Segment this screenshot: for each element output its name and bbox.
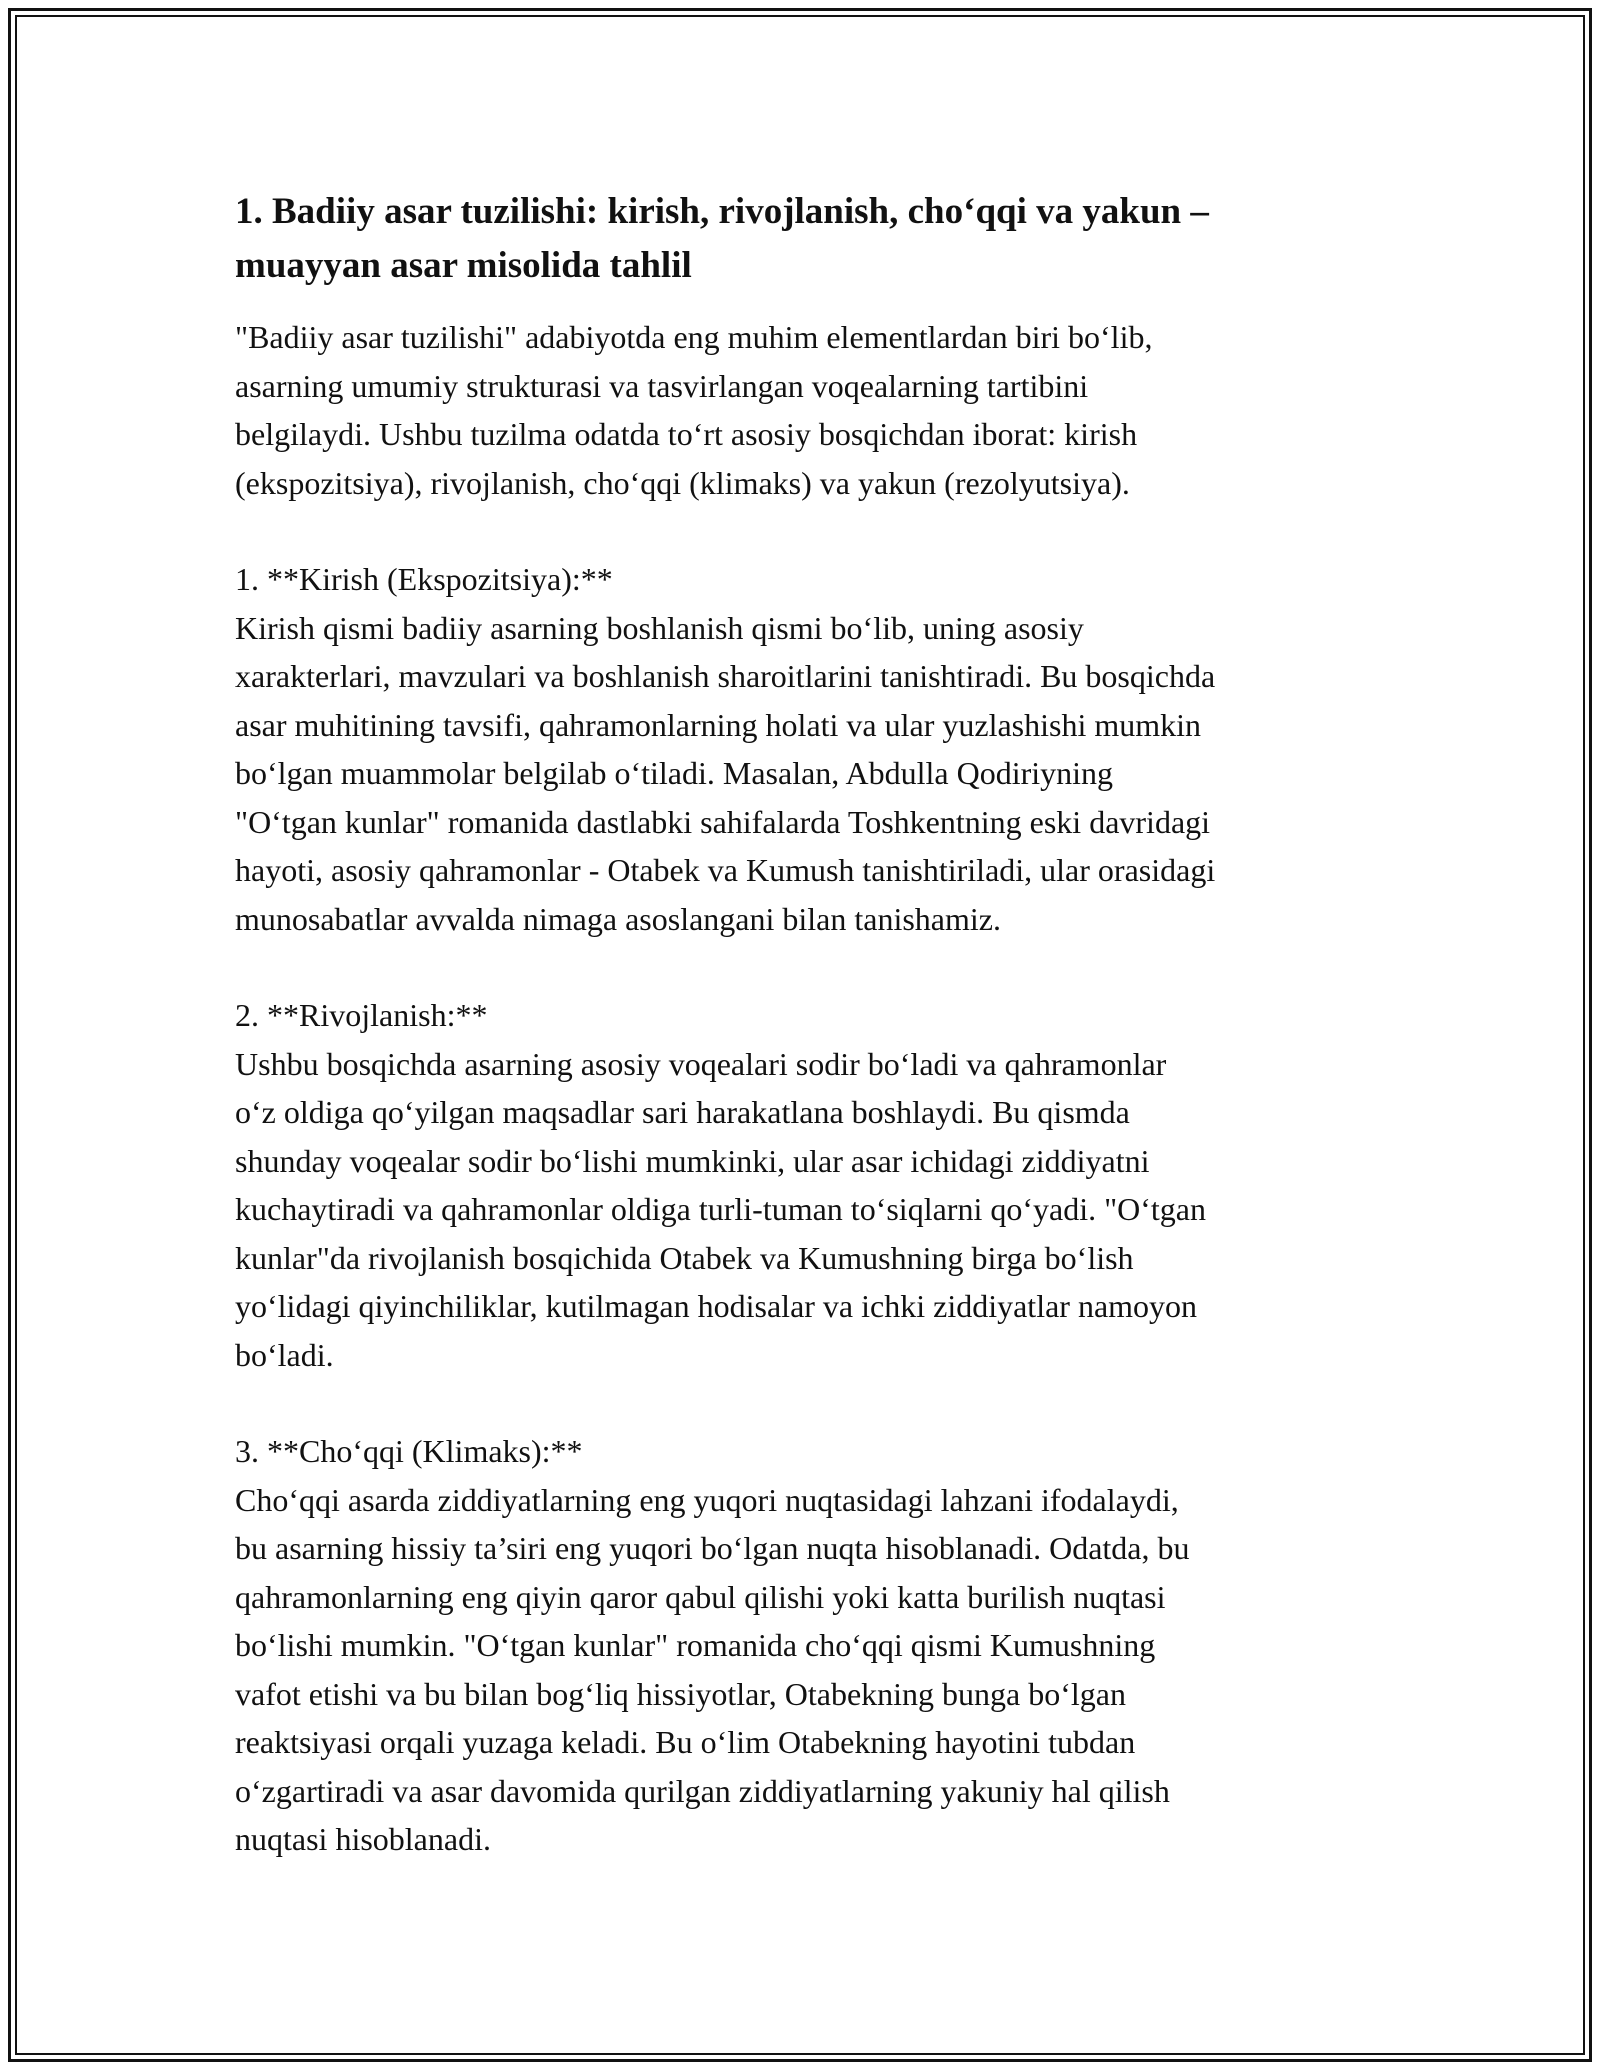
section-body: Kirish qismi badiiy asarning boshlanish qismi bo‘lib, uning asosiy xarakterlari, mavzulari va boshlanish sharoitlarini tanishtiradi. Bu bosqichda asar muhitining tavsifi, qahramonlarning holati va ular yuzlashishi mumkin bo‘lgan muammolar belgilab o‘tiladi. Masalan, Abdulla Qodiriyning "O‘tgan kunlar" romanida dastlabki sahifalarda Toshkentning eski davridagi hayoti, asosiy qahramonlar - Otabek va Kumush tanishtiriladi, ular orasidagi munosabatlar avvalda nimaga asoslangani bilan tanishamiz. (235, 609, 1216, 937)
section-heading: 3. **Cho‘qqi (Klimaks):** (235, 1433, 583, 1469)
document-content (235, 185, 1385, 1912)
section-kirish (235, 555, 1385, 943)
section-rivojlanish (235, 991, 1385, 1379)
section-body: Cho‘qqi asarda ziddiyatlarning eng yuqori nuqtasidagi lahzani ifodalaydi, bu asarning hissiy ta’siri eng yuqori bo‘lgan nuqta hisoblanadi. Odatda, bu qahramonlarning eng qiyin qaror qabul qilishi yoki katta burilish nuqtasi bo‘lishi mumkin. "O‘tgan kunlar" romanida cho‘qqi qismi Kumushning vafot etishi va bu bilan bog‘liq hissiyotlar, Otabekning bunga bo‘lgan reaktsiyasi orqali yuzaga keladi. Bu o‘lim Otabekning hayotini tubdan o‘zgartiradi va asar davomida qurilgan ziddiyatlarning yakuniy hal qilish nuqtasi hisoblanadi. (235, 1481, 1190, 1857)
section-heading: 1. **Kirish (Ekspozitsiya):** (235, 561, 613, 597)
section-choqqi (235, 1427, 1385, 1864)
document-title: 1. Badiiy asar tuzilishi: kirish, rivojlanish, cho‘qqi va yakun – muayyan asar misolida tahlil (235, 191, 1209, 286)
section-body: Ushbu bosqichda asarning asosiy voqealari sodir bo‘ladi va qahramonlar o‘z oldiga qo‘yilgan maqsadlar sari harakatlana boshlaydi. Bu qismda shunday voqealar sodir bo‘lishi mumkinki, ular asar ichidagi ziddiyatni kuchaytiradi va qahramonlar oldiga turli-tuman to‘siqlarni qo‘yadi. "O‘tgan kunlar"da rivojlanish bosqichida Otabek va Kumushning birga bo‘lish yo‘lidagi qiyinchiliklar, kutilmagan hodisalar va ichki ziddiyatlar namoyon bo‘ladi. (235, 1045, 1206, 1373)
section-heading: 2. **Rivojlanish:** (235, 997, 488, 1033)
intro-paragraph: "Badiiy asar tuzilishi" adabiyotda eng muhim elementlardan biri bo‘lib, asarning umumiy strukturasi va tasvirlangan voqealarning tartibini belgilaydi. Ushbu tuzilma odatda to‘rt asosiy bosqichdan iborat: kirish (ekspozitsiya), rivojlanish, cho‘qqi (klimaks) va yakun (rezolyutsiya). (235, 319, 1153, 501)
